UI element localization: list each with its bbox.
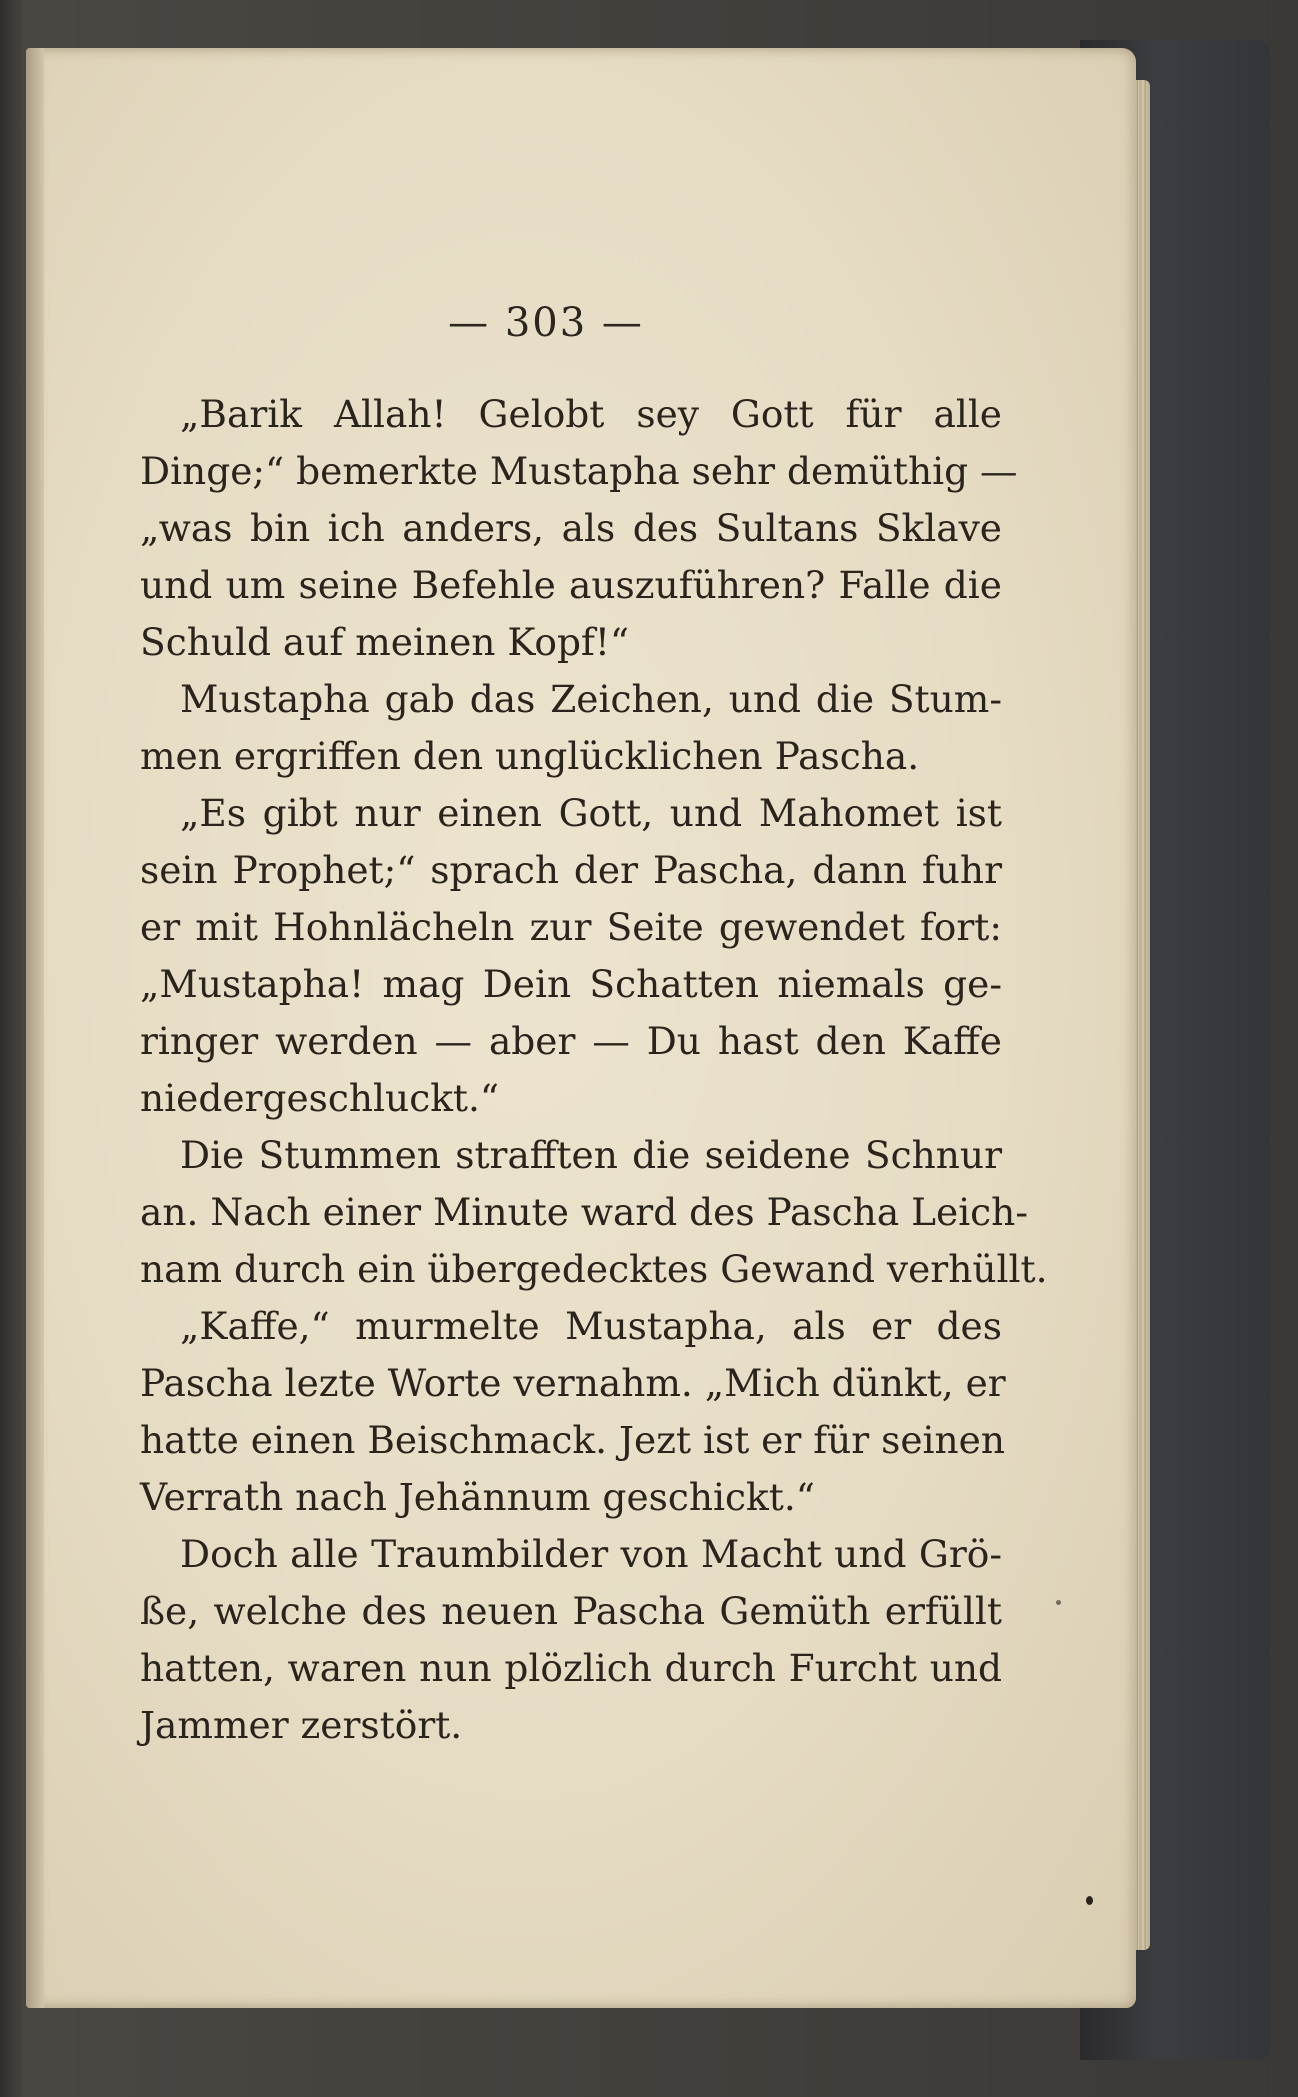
paragraph-6 [140,1526,1002,1754]
text-line: Dinge;“ bemerkte Mustapha sehr demüthig — [140,449,1018,493]
paragraph-4 [140,1127,1048,1298]
ink-speck [1086,1896,1093,1905]
text-line: hatten, waren nun plözlich durch Furcht und [140,1646,1002,1690]
text-line: Verrath nach Jehännum geschickt.“ [140,1475,815,1519]
text-line: Die Stummen strafften die seidene Schnur [180,1133,1002,1177]
text-line: nam durch ein übergedecktes Gewand verhüllt. [140,1247,1048,1291]
page-number: — 303 — [448,300,644,346]
text-line: Doch alle Traumbilder von Macht und Grö- [180,1532,1002,1576]
text-line: ße, welche des neuen Pascha Gemüth erfüllt [140,1589,1002,1633]
page-sheet [26,48,1136,2008]
text-line: und um seine Befehle auszuführen? Falle die [140,563,1002,607]
ink-speck [1056,1600,1061,1605]
paragraph-2 [140,671,1002,785]
text-line: Pascha lezte Worte vernahm. „Mich dünkt, er [140,1361,1006,1405]
text-line: sein Prophet;“ sprach der Pascha, dann fuhr [140,848,1002,892]
text-line: „Mustapha! mag Dein Schatten niemals ge- [140,962,1002,1006]
paragraph-5 [140,1298,1006,1526]
text-line: „was bin ich anders, als des Sultans Sklave [140,506,1002,550]
text-line: hatte einen Beischmack. Jezt ist er für seinen [140,1418,1006,1462]
text-line: er mit Hohnlächeln zur Seite gewendet fort: [140,905,1002,949]
text-line: ringer werden — aber — Du hast den Kaffe [140,1019,1002,1063]
body-text [140,386,1048,1754]
text-line: niedergeschluckt.“ [140,1076,500,1120]
text-line: Mustapha gab das Zeichen, und die Stum- [180,677,1002,721]
text-line: „Barik Allah! Gelobt sey Gott für alle [180,392,1002,436]
text-line: Schuld auf meinen Kopf!“ [140,620,630,664]
text-line: Jammer zerstört. [140,1703,463,1747]
text-line: an. Nach einer Minute ward des Pascha Leich- [140,1190,1029,1234]
paragraph-3 [140,785,1002,1127]
text-line: men ergriffen den unglücklichen Pascha. [140,734,920,778]
text-line: „Es gibt nur einen Gott, und Mahomet ist [180,791,1002,835]
paragraph-1 [140,386,1018,671]
text-line: „Kaffe,“ murmelte Mustapha, als er des [180,1304,1002,1348]
